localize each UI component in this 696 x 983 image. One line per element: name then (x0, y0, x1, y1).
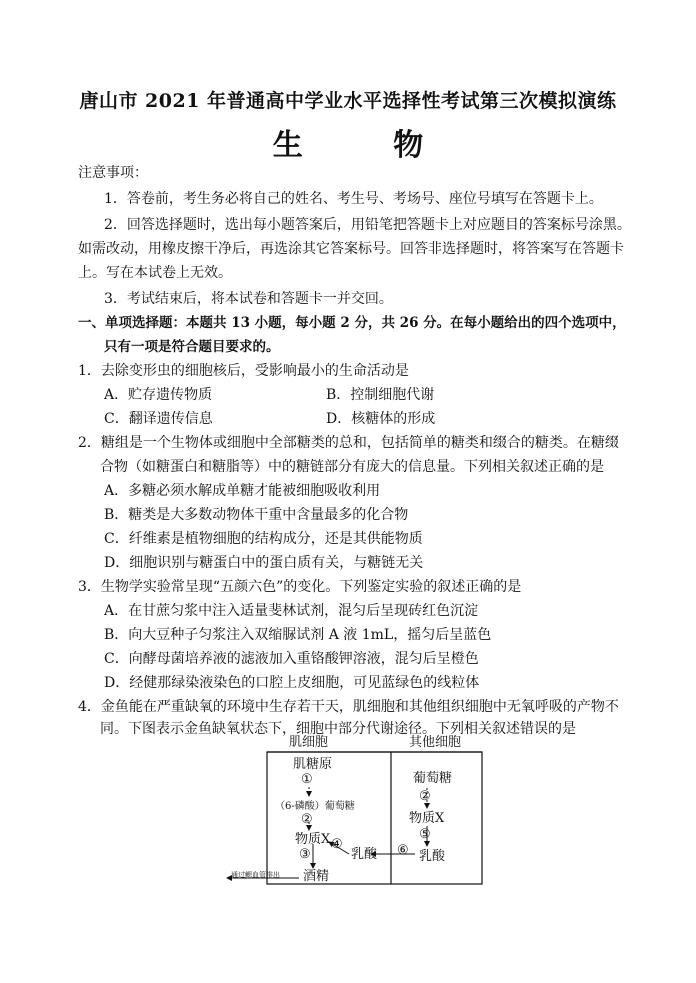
question-2-stem: 2．糖组是一个生物体或细胞中全部糖类的总和，包括简单的糖类和缀合的糖类。在糖缀 (78, 435, 619, 451)
question-3-option-c: C．向酵母菌培养液的滤液加入重铬酸钾溶液，混匀后呈橙色 (104, 651, 479, 667)
question-1-option-b: B．控制细胞代谢 (326, 387, 435, 403)
step-2-left: ② (301, 812, 313, 827)
label-other-cells: 其他细胞 (409, 735, 462, 750)
node-muscle-glycogen: 肌糖原 (293, 757, 333, 772)
question-2-option-b: B．糖类是大多数动物体干重中含量最多的化合物 (104, 507, 409, 523)
node-glucose-right: 葡萄糖 (413, 771, 453, 786)
metabolism-diagram (223, 730, 483, 890)
question-3-option-b: B．向大豆种子匀浆注入双缩脲试剂 A 液 1mL，摇匀后呈蓝色 (104, 627, 492, 643)
node-matter-x-right: 物质X (409, 811, 445, 826)
question-3-option-a: A．在甘蔗匀浆中注入适量斐林试剂，混匀后呈现砖红色沉淀 (104, 603, 479, 619)
question-2-option-d: D．细胞识别与糖蛋白中的蛋白质有关，与糖链无关 (104, 555, 424, 571)
label-excrete-via-gill: 通过鳃血管排出 (231, 871, 280, 879)
node-lactic-acid-left: 乳酸 (351, 847, 378, 862)
question-3-option-d: D．经健那绿染液染色的口腔上皮细胞，可见蓝绿色的线粒体 (104, 675, 480, 691)
subject-title: 生 物 (272, 128, 464, 163)
label-muscle-cell: 肌细胞 (289, 735, 329, 750)
step-4: ④ (331, 837, 343, 852)
step-5: ⑤ (419, 827, 431, 842)
notice-item-1: 1．答卷前，考生务必将自己的姓名、考生号、考场号、座位号填写在答题卡上。 (104, 191, 603, 207)
question-3-stem: 3．生物学实验常呈现“五颜六色”的变化。下列鉴定实验的叙述正确的是 (78, 579, 522, 595)
question-2-option-c: C．纤维素是植物细胞的结构成分，还是其供能物质 (104, 531, 423, 547)
node-alcohol: 酒精 (303, 869, 330, 884)
question-2-option-a: A．多糖必须水解成单糖才能被细胞吸收利用 (104, 483, 381, 499)
question-1-stem: 1．去除变形虫的细胞核后，受影响最小的生命活动是 (78, 363, 409, 379)
question-4-stem-cont: 同。下图表示金鱼缺氧状态下，细胞中部分代谢途径。下列相关叙述错误的是 (100, 721, 576, 737)
question-4-stem: 4．金鱼能在严重缺氧的环境中生存若干天，肌细胞和其他组织细胞中无氧呼吸的产物不 (78, 699, 619, 715)
exam-title: 唐山市 2021 年普通高中学业水平选择性考试第三次模拟演练 (79, 90, 617, 112)
section-heading-cont: 只有一项是符合题目要求的。 (104, 339, 280, 355)
question-1-option-a: A．贮存遗传物质 (104, 387, 213, 403)
question-1-option-d: D．核糖体的形成 (326, 411, 436, 427)
question-1-option-c: C．翻译遗传信息 (104, 411, 213, 427)
notice-item-2-cont: 如需改动，用橡皮擦干净后，再选涂其它答案标号。回答非选择题时，将答案写在答题卡 (78, 241, 624, 257)
step-6: ⑥ (397, 843, 409, 858)
notice-item-2-cont2: 上。写在本试卷上无效。 (78, 265, 232, 281)
question-2-stem-cont: 合物（如糖蛋白和糖脂等）中的糖链部分有庞大的信息量。下列相关叙述正确的是 (100, 459, 604, 475)
notice-item-2: 2．回答选择题时，选出每小题答案后，用铅笔把答题卡上对应题目的答案标号涂黑。 (104, 217, 631, 233)
node-matter-x-left: 物质X (295, 832, 331, 847)
section-heading: 一、单项选择题：本题共 13 小题，每小题 2 分，共 26 分。在每小题给出的四个选项中， (78, 315, 626, 331)
node-6-phospho-glucose: （6-磷酸）葡萄糖 (275, 801, 355, 812)
notice-item-3: 3．考试结束后，将本试卷和答题卡一并交回。 (104, 291, 393, 307)
step-3: ③ (299, 847, 311, 862)
step-1: ① (301, 772, 313, 787)
step-2-right: ② (419, 789, 431, 804)
notice-heading: 注意事项： (78, 165, 148, 181)
node-lactic-acid-right: 乳酸 (419, 849, 446, 864)
